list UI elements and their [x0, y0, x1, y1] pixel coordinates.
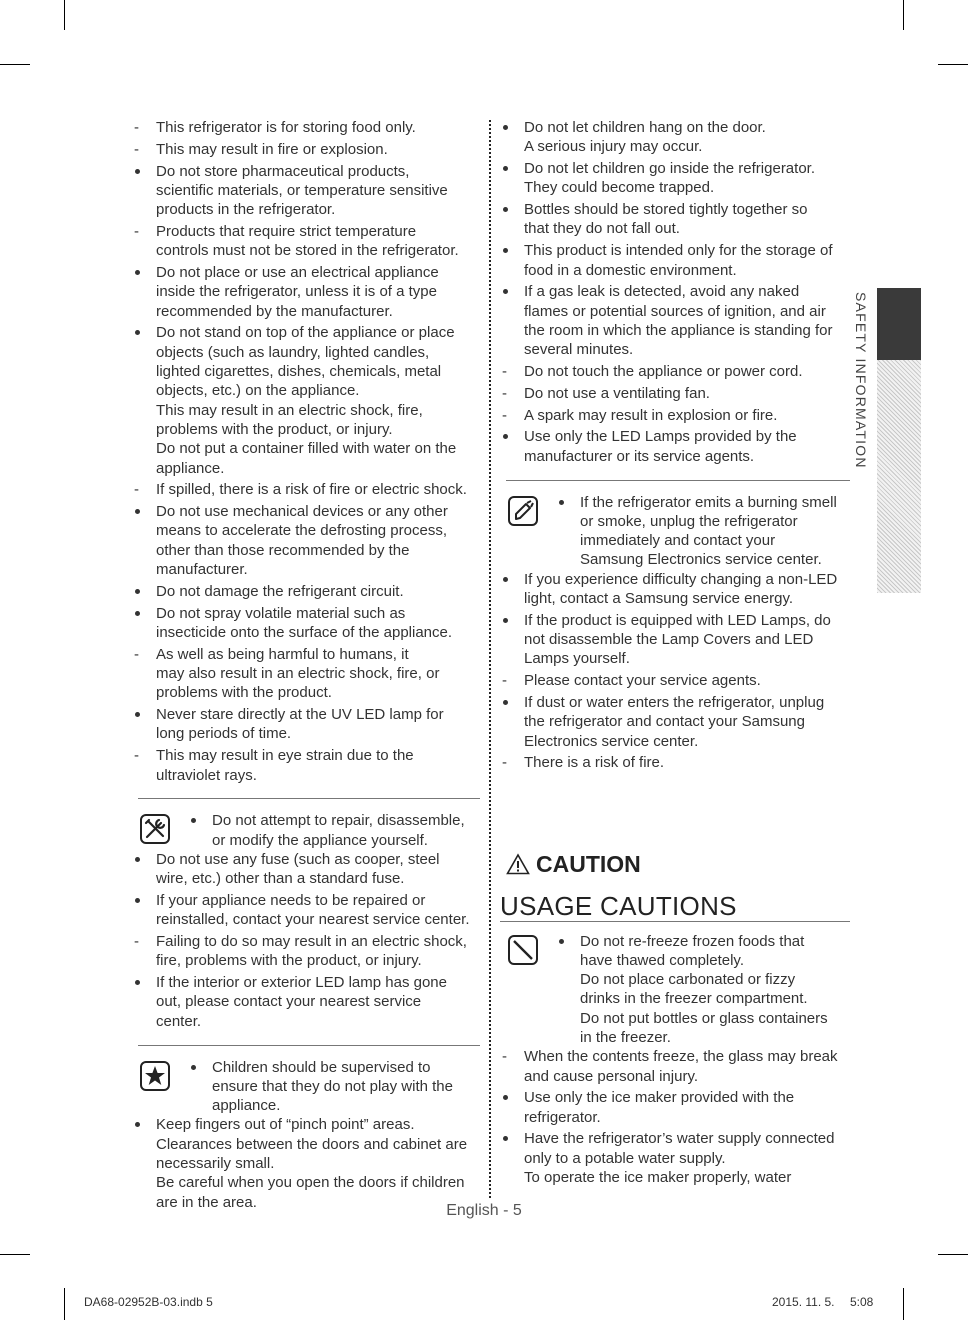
item-text-line: Do not use mechanical devices or any other	[156, 503, 448, 521]
item-text-line: If dust or water enters the refrigerator, unplug	[524, 694, 825, 712]
item-text-line: products in the refrigerator.	[156, 201, 336, 219]
bullet-item	[500, 570, 850, 609]
right-list-b	[500, 570, 850, 775]
print-slug-file: DA68-02952B-03.indb 5	[84, 1295, 213, 1309]
item-text-line: Lamps yourself.	[524, 650, 630, 668]
left-list-a	[132, 118, 480, 787]
item-text-line: If your appliance needs to be repaired or	[156, 891, 426, 909]
dash-item	[500, 671, 850, 690]
page-footer: English - 5	[446, 1202, 522, 1219]
bullet-item	[132, 502, 480, 579]
item-text-line: that they do not fall out.	[524, 220, 680, 238]
item-text-line: Use only the ice maker provided with the	[524, 1089, 795, 1107]
item-text-line: Electronics service center.	[524, 732, 699, 750]
item-text-line: Do not let children hang on the door.	[524, 119, 766, 136]
item-text-line: immediately and contact your	[580, 532, 776, 550]
print-slug-date: 2015. 11. 5. ⠀ 5:08	[772, 1295, 874, 1309]
item-text-line: controls must not be stored in the refrigerator.	[156, 242, 459, 260]
item-text-line: Do not put bottles or glass containers	[580, 1009, 828, 1027]
item-text-line: Use only the LED Lamps provided by the	[524, 428, 797, 446]
item-text-line: long periods of time.	[156, 725, 292, 743]
bullet-item	[132, 263, 480, 321]
dash-item	[132, 222, 480, 261]
caution-label: CAUTION	[536, 850, 641, 877]
dash-item	[500, 362, 850, 381]
section-rule	[138, 1045, 480, 1046]
right-icon-block-freezer	[500, 932, 850, 1048]
item-text-line: are in the area.	[156, 1193, 257, 1211]
dash-item	[132, 746, 480, 785]
item-text-line: Never stare directly at the UV LED lamp for	[156, 706, 444, 724]
item-text-line: may also result in an electric shock, fire, or	[156, 665, 440, 683]
crop-mark	[903, 1288, 904, 1320]
right-list-a	[500, 118, 850, 469]
item-text-line: Bottles should be stored tightly together so	[524, 201, 808, 219]
item-text-line: ensure that they do not play with the	[212, 1077, 453, 1095]
item-text-line: If a gas leak is detected, avoid any naked	[524, 283, 800, 301]
item-text-line: means to accelerate the defrosting process,	[156, 522, 447, 540]
item-text-line: Products that require strict temperature	[156, 222, 417, 240]
right-column	[500, 118, 850, 1190]
item-text-line: Children should be supervised to	[212, 1058, 431, 1076]
dash-item	[132, 480, 480, 499]
dash-item	[500, 384, 850, 403]
no-disassembly-icon	[140, 814, 170, 849]
bullet-item	[132, 323, 480, 477]
bullet-item	[132, 604, 480, 643]
item-text-line: Do not attempt to repair, disassemble,	[212, 812, 465, 830]
bullet-item	[500, 282, 850, 359]
item-text-line: Be careful when you open the doors if children	[156, 1174, 465, 1192]
crop-mark	[938, 64, 968, 65]
item-text-line: center.	[156, 1012, 202, 1030]
item-text-line: manufacturer or its service agents.	[524, 447, 755, 465]
bullet-item	[500, 241, 850, 280]
item-text-line: Do not damage the refrigerant circuit.	[156, 582, 404, 600]
item-text-line: There is a risk of fire.	[524, 754, 665, 772]
item-text-line: When the contents freeze, the glass may break	[524, 1048, 838, 1066]
item-text-line: ultraviolet rays.	[156, 766, 257, 784]
item-text-line: have thawed completely.	[580, 951, 744, 969]
item-text-line: Do not store pharmaceutical products,	[156, 162, 410, 180]
section-rule	[506, 480, 850, 481]
crop-mark	[0, 1254, 30, 1255]
item-text-line: lighted cigarettes, dishes, chemicals, metal	[156, 363, 442, 381]
crop-mark	[64, 1288, 65, 1320]
item-text-line: manufacturer.	[156, 561, 248, 579]
bullet-item	[500, 200, 850, 239]
caution-heading	[506, 850, 850, 877]
bullet-item	[132, 850, 480, 889]
item-text-line: If the product is equipped with LED Lamps, do	[524, 611, 831, 629]
item-text-line: inside the refrigerator, unless it is of a type	[156, 283, 437, 301]
dash-item	[500, 1047, 850, 1086]
left-list-b	[132, 850, 480, 1034]
crop-mark	[903, 0, 904, 30]
item-text-line: Do not touch the appliance or power cord.	[524, 363, 803, 381]
item-text-line: or modify the appliance yourself.	[212, 831, 428, 849]
item-text-line: refrigerator.	[524, 1108, 601, 1126]
item-text-line: food in a domestic environment.	[524, 261, 737, 279]
prohibited-icon	[508, 935, 538, 970]
safety-information-tab	[851, 288, 921, 593]
dash-item	[132, 140, 480, 159]
item-text-line: drinks in the freezer compartment.	[580, 990, 808, 1008]
item-text-line: several minutes.	[524, 341, 634, 359]
bullet-item	[556, 493, 850, 570]
item-text-line: flames or potential sources of ignition, and air	[524, 302, 826, 320]
item-text-line: Please contact your service agents.	[524, 672, 761, 690]
item-text-line: light, contact a Samsung service energy.	[524, 590, 794, 608]
bullet-item	[500, 118, 850, 157]
item-text-line: the room in which the appliance is standing for	[524, 321, 833, 339]
item-text-line: This refrigerator is for storing food only.	[156, 119, 416, 136]
item-text-line: Samsung Electronics service center.	[580, 551, 822, 569]
item-text-line: This may result in eye strain due to the	[156, 747, 414, 765]
item-text-line: fire, problems with the product, or injury.	[156, 952, 422, 970]
item-text-line: If spilled, there is a risk of fire or electric shock.	[156, 481, 467, 499]
item-text-line: only to a potable water supply.	[524, 1149, 726, 1167]
item-text-line: Do not let children go inside the refrigerator.	[524, 160, 815, 178]
item-text-line: To operate the ice maker properly, water	[524, 1169, 792, 1187]
section-rule	[138, 798, 480, 799]
item-text-line: Do not put a container filled with water on the	[156, 440, 457, 458]
bullet-item	[500, 159, 850, 198]
item-text-line: If the interior or exterior LED lamp has gone	[156, 974, 447, 992]
right-icon-block-smoke	[500, 493, 850, 570]
dash-item	[132, 645, 480, 703]
item-text-line: scientific materials, or temperature sensitive	[156, 181, 448, 199]
bullet-item	[500, 427, 850, 466]
item-text-line: Failing to do so may result in an electric shock,	[156, 933, 467, 951]
tab-pattern-block	[877, 360, 921, 593]
item-text-line: Have the refrigerator’s water supply connected	[524, 1130, 835, 1148]
item-text-line: If the refrigerator emits a burning smell	[580, 493, 837, 511]
unplug-icon	[508, 496, 538, 531]
item-text-line: recommended by the manufacturer.	[156, 302, 393, 320]
item-text-line: objects, etc.) on the appliance.	[156, 382, 360, 400]
left-column	[132, 118, 480, 1214]
item-text-line: This product is intended only for the storage of	[524, 242, 833, 260]
item-text-line: problems with the product, or injury.	[156, 420, 393, 438]
bullet-item	[556, 932, 850, 1048]
usage-cautions-title: USAGE CAUTIONS	[500, 891, 737, 922]
bullet-item	[188, 1058, 480, 1116]
item-text-line: necessarily small.	[156, 1155, 275, 1173]
item-text-line: insecticide onto the surface of the appliance.	[156, 623, 453, 641]
item-text-line: Do not place carbonated or fizzy	[580, 971, 796, 989]
crop-mark	[938, 1254, 968, 1255]
item-text-line: problems with the product.	[156, 684, 332, 702]
item-text-line: appliance.	[212, 1097, 281, 1115]
bullet-item	[500, 1088, 850, 1127]
star-caution-icon	[140, 1061, 170, 1096]
bullet-item	[132, 891, 480, 930]
dash-item	[500, 406, 850, 425]
left-icon-block-children	[132, 1058, 480, 1116]
item-text-line: Do not re-freeze frozen foods that	[580, 932, 805, 950]
crop-mark	[0, 64, 30, 65]
tab-dark-block	[877, 288, 921, 360]
warning-triangle-icon	[506, 853, 530, 875]
bullet-item	[132, 582, 480, 601]
item-text-line: and cause personal injury.	[524, 1067, 698, 1085]
item-text-line: reinstalled, contact your nearest service center.	[156, 911, 470, 929]
dash-item	[132, 118, 480, 137]
left-icon-block-repair	[132, 811, 480, 850]
item-text-line: Clearances between the doors and cabinet are	[156, 1135, 468, 1153]
tab-label: SAFETY INFORMATION	[853, 292, 869, 469]
item-text-line: in the freezer.	[580, 1028, 671, 1046]
item-text-line: wire, etc.) other than a standard fuse.	[156, 870, 405, 888]
item-text-line: A spark may result in explosion or fire.	[524, 406, 778, 424]
item-text-line: not disassemble the Lamp Covers and LED	[524, 631, 814, 649]
item-text-line: objects (such as laundry, lighted candles,	[156, 343, 430, 361]
item-text-line: Do not place or use an electrical appliance	[156, 264, 439, 282]
item-text-line: Do not use a ventilating fan.	[524, 384, 710, 402]
item-text-line: As well as being harmful to humans, it	[156, 645, 409, 663]
item-text-line: or smoke, unplug the refrigerator	[580, 512, 798, 530]
column-divider	[489, 120, 491, 1198]
item-text-line: If you experience difficulty changing a non-LED	[524, 570, 838, 588]
item-text-line: This may result in fire or explosion.	[156, 140, 388, 158]
bullet-item	[132, 973, 480, 1031]
bullet-item	[500, 693, 850, 751]
item-text-line: Do not spray volatile material such as	[156, 604, 406, 622]
right-list-c	[500, 1047, 850, 1190]
item-text-line: This may result in an electric shock, fire,	[156, 401, 423, 419]
crop-mark	[64, 0, 65, 30]
item-text-line: out, please contact your nearest service	[156, 993, 422, 1011]
bullet-item	[132, 705, 480, 744]
item-text-line: Do not stand on top of the appliance or place	[156, 324, 455, 342]
item-text-line: other than those recommended by the	[156, 541, 410, 559]
item-text-line: A serious injury may occur.	[524, 138, 703, 156]
item-text-line: the refrigerator and contact your Samsung	[524, 713, 805, 731]
bullet-item	[132, 162, 480, 220]
bullet-item	[188, 811, 480, 850]
bullet-item	[500, 1129, 850, 1187]
item-text-line: Do not use any fuse (such as cooper, steel	[156, 850, 440, 868]
dash-item	[500, 753, 850, 772]
item-text-line: Keep fingers out of “pinch point” areas.	[156, 1116, 415, 1134]
item-text-line: appliance.	[156, 459, 225, 477]
item-text-line: They could become trapped.	[524, 179, 715, 197]
dash-item	[132, 932, 480, 971]
bullet-item	[132, 1115, 480, 1211]
bullet-item	[500, 611, 850, 669]
left-list-c	[132, 1115, 480, 1214]
